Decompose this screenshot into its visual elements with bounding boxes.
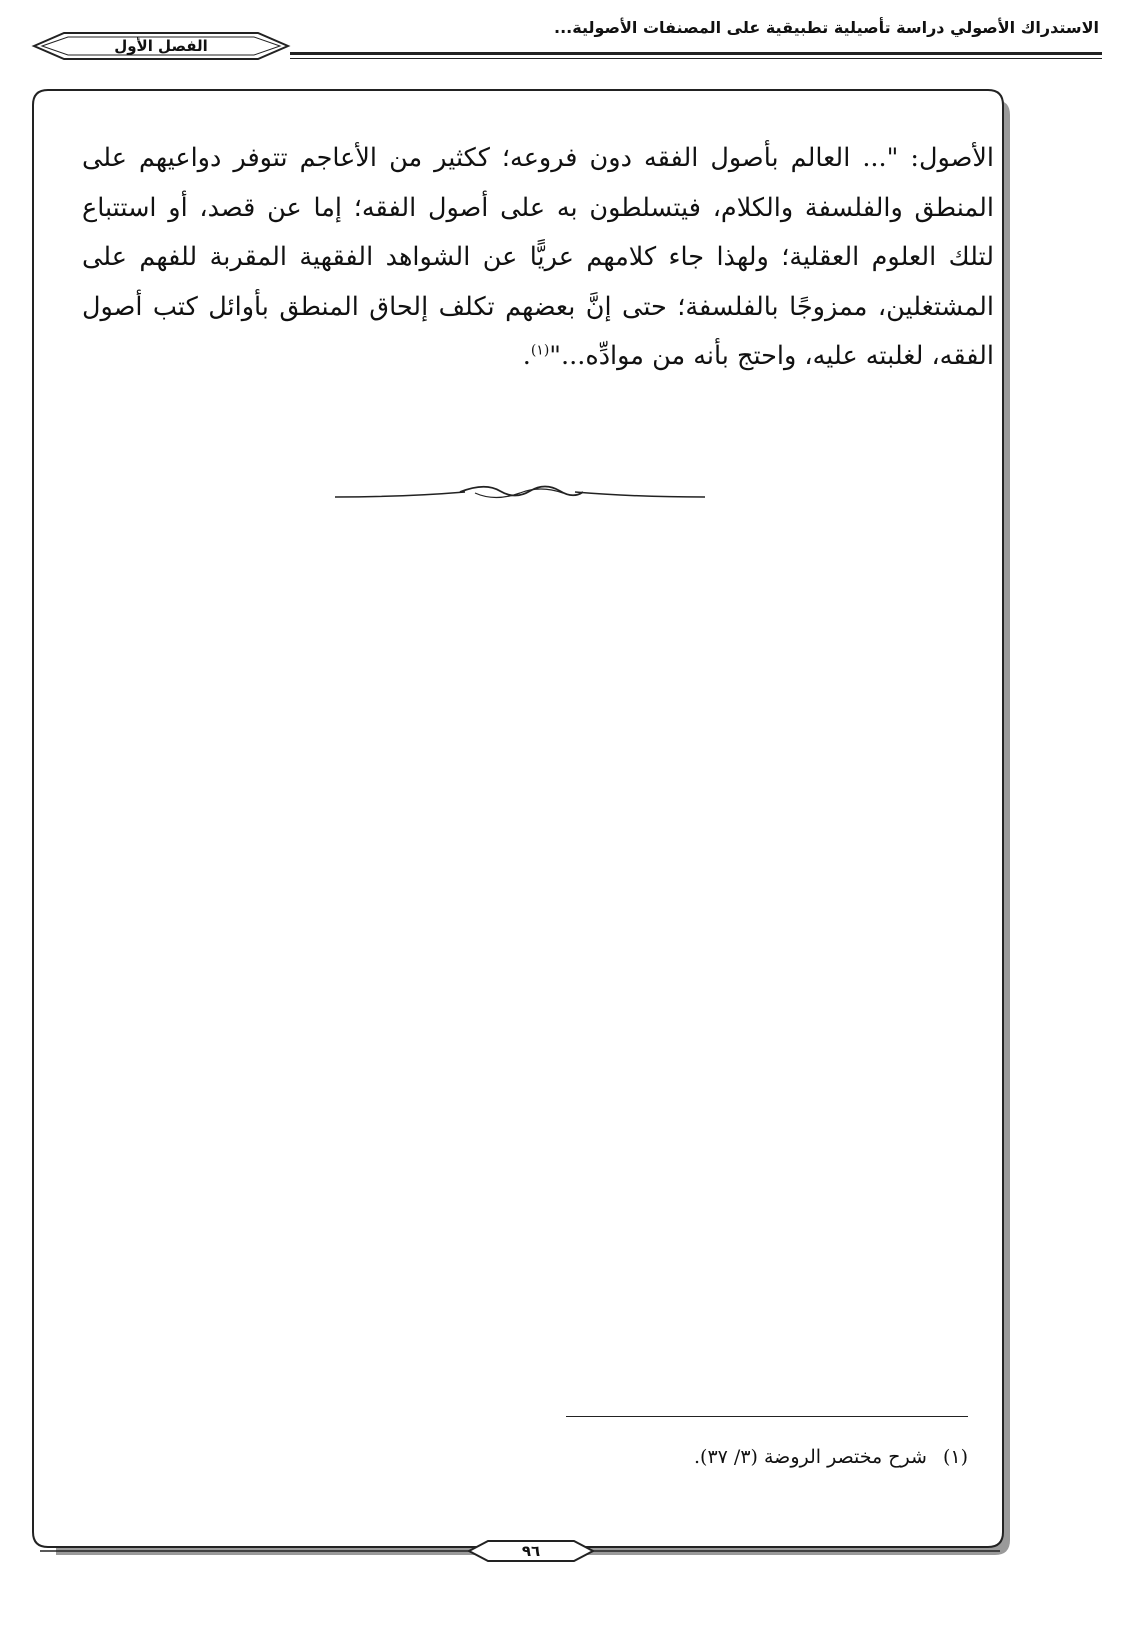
end-punct: . [522, 341, 531, 371]
footnote-marker: (١) [530, 342, 550, 359]
header-rule-thin [290, 58, 1102, 59]
chapter-tab [30, 30, 292, 62]
paragraph-text: الأصول: "... العالم بأصول الفقه دون فروعه؛ ككثير من الأعاجم تتوفر دواعيهم على المنطق والفلسفة والكلام، فيتسلطون به على أصول الفقه؛ إما عن قصد، أو استتباع لتلك العلوم العقلية؛ ولهذا جاء كلامهم عريًّا عن الشواهد الفقهية المقربة للفهم على المشتغلين، ممزوجًا بالفلسفة؛ حتى إنَّ بعضهم تكلف إلحاق المنطق بأوائل كتب أصول الفقه، لغلبته عليه، واحتج بأنه من موادِّه..." [82, 143, 994, 371]
chapter-label: الفصل الأول [114, 37, 208, 55]
footnote-1 [566, 1446, 968, 1468]
main-paragraph [82, 134, 994, 382]
running-title: الاستدراك الأصولي دراسة تأصيلية تطبيقية على المصنفات الأصولية... [554, 18, 1099, 37]
ornament-divider-icon [335, 480, 705, 510]
page-number: ٩٦ [521, 1542, 541, 1560]
footnote-number: (١) [942, 1446, 968, 1468]
footnote-rule [566, 1416, 968, 1417]
page-number-tab [466, 1539, 596, 1563]
header-rule [290, 52, 1102, 55]
footnote-text: شرح مختصر الروضة (٣/ ٣٧). [694, 1446, 927, 1468]
